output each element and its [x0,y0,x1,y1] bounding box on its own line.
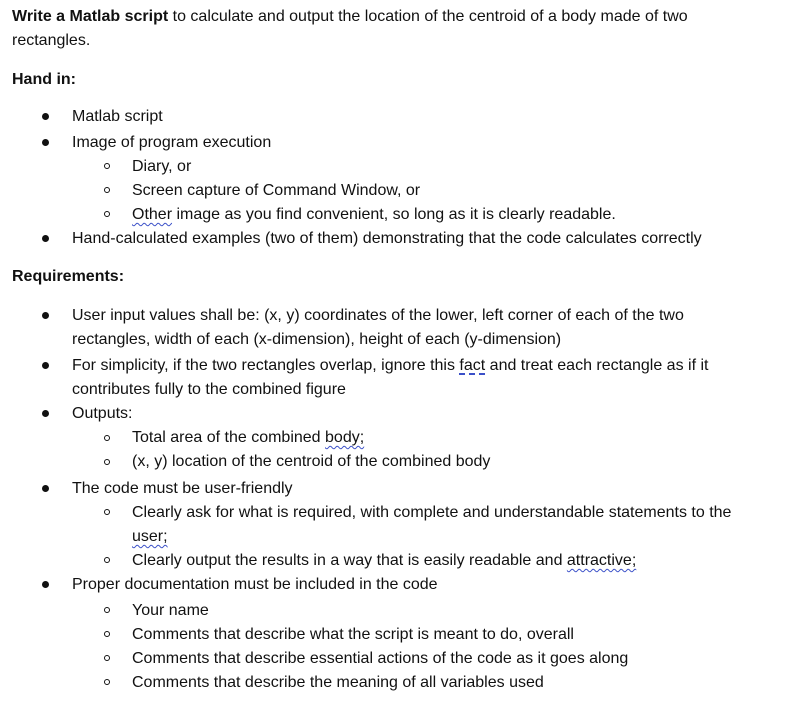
output-item-1 [132,428,364,448]
bullet-icon [42,362,49,369]
grammar-word[interactable]: body; [325,429,365,446]
sub-bullet-icon [104,607,110,613]
bullet-icon [42,312,49,319]
output-item-1-text: Total area of the combined [132,429,326,446]
hand-in-sub-3-text: image as you find convenient, so long as it is clearly readable. [172,206,616,223]
doc-item-3: Comments that describe essential actions of the code as it goes along [132,650,629,667]
hand-in-item-1: Matlab script [72,108,163,125]
bullet-icon [42,581,49,588]
hand-in-sub-1: Diary, or [132,158,192,175]
req-2-text-a: For simplicity, if the two rectangles overlap, ignore this [72,357,460,374]
hand-in-sub-3 [132,205,616,225]
hand-in-sub-2: Screen capture of Command Window, or [132,182,421,199]
requirements-heading: Requirements: [12,268,125,285]
spellcheck-word[interactable]: Other [132,206,173,223]
req-1-line-2: rectangles, width of each (x-dimension), height of each (y-dimension) [72,331,562,348]
doc-item-4: Comments that describe the meaning of all variables used [132,674,544,691]
intro-line-2: rectangles. [12,32,91,49]
grammar-word[interactable]: user; [132,528,168,545]
user-friendly-1-line-2 [132,527,168,547]
sub-bullet-icon [104,655,110,661]
sub-bullet-icon [104,163,110,169]
doc-item-1: Your name [132,602,209,619]
sub-bullet-icon [104,211,110,217]
sub-bullet-icon [104,631,110,637]
user-friendly-1-line-1: Clearly ask for what is required, with complete and understandable statements to the [132,504,732,521]
req-1-line-1: User input values shall be: (x, y) coordinates of the lower, left corner of each of the two [72,307,684,324]
req-4: The code must be user-friendly [72,480,293,497]
sub-bullet-icon [104,509,110,515]
grammar-word[interactable]: attractive; [566,552,637,569]
bullet-icon [42,485,49,492]
hand-in-item-2: Image of program execution [72,134,272,151]
bullet-icon [42,139,49,146]
hand-in-heading: Hand in: [12,71,76,88]
req-2-text-b: and treat each rectangle as if it [485,357,709,374]
sub-bullet-icon [104,679,110,685]
bullet-icon [42,113,49,120]
grammar-word[interactable]: fact [459,357,486,374]
bullet-icon [42,410,49,417]
sub-bullet-icon [104,557,110,563]
user-friendly-2 [132,551,636,571]
sub-bullet-icon [104,435,110,441]
intro-line-1 [12,7,688,27]
bullet-icon [42,235,49,242]
req-2-line-2: contributes fully to the combined figure [72,381,346,398]
user-friendly-2-text: Clearly output the results in a way that is easily readable and [132,552,567,569]
req-5: Proper documentation must be included in the code [72,576,438,593]
req-outputs-label: Outputs: [72,405,133,422]
sub-bullet-icon [104,459,110,465]
intro-bold: Write a Matlab script [12,8,169,25]
doc-item-2: Comments that describe what the script is meant to do, overall [132,626,574,643]
req-2-line-1 [72,356,708,376]
output-item-2: (x, y) location of the centroid of the combined body [132,453,491,470]
sub-bullet-icon [104,187,110,193]
hand-in-item-3: Hand-calculated examples (two of them) demonstrating that the code calculates correctly [72,230,702,247]
intro-rest: to calculate and output the location of the centroid of a body made of two [168,8,688,25]
